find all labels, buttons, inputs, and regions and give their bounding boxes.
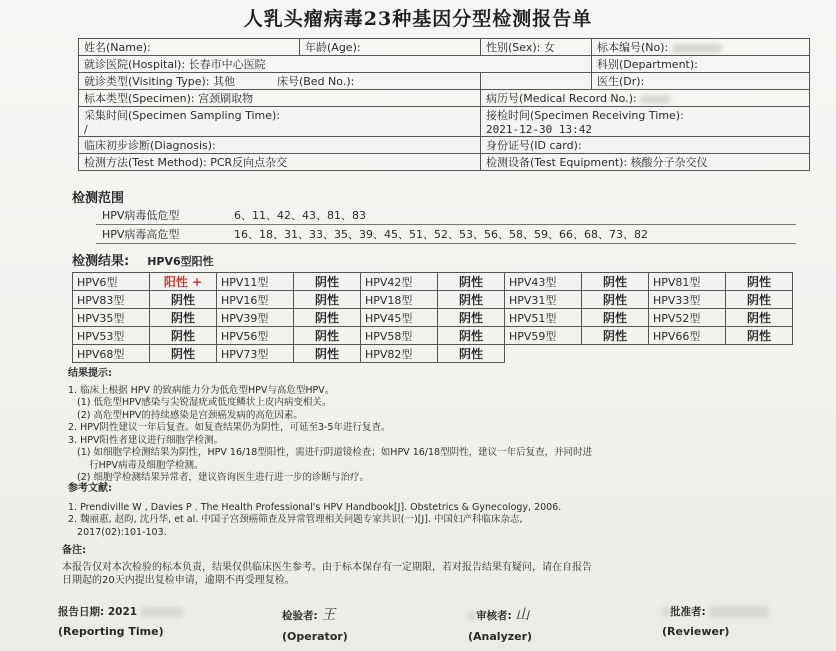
high-risk-types: 16、18、31、33、35、39、45、51、52、53、56、58、59、66、68、73、82 [228, 225, 796, 244]
redacted-mark [662, 607, 670, 617]
report-title: 人乳头瘤病毒23种基因分型检测报告单 [243, 8, 593, 30]
result-negative: 阴性 [150, 327, 217, 345]
result-positive: 阳性 + [150, 273, 217, 291]
result-negative: 阴性 [726, 291, 793, 309]
hpv-type-label: HPV16型 [217, 291, 294, 309]
hpv-type-label: HPV31型 [505, 291, 582, 309]
hpv-type-label: HPV45型 [361, 309, 438, 327]
result-negative: 阴性 [726, 327, 793, 345]
result-negative: 阴性 [294, 345, 361, 363]
remark [62, 544, 812, 587]
results-heading: 检测结果: HPV6型阳性 [72, 254, 214, 269]
result-negative: 阴性 [150, 345, 217, 363]
test-method-field: 检测方法(Test Method): PCR反向点杂交 [79, 154, 481, 171]
doctor-field: 医生(Dr): [592, 73, 810, 90]
result-row [73, 309, 793, 327]
result-negative: 阴性 [726, 309, 793, 327]
result-row [73, 327, 793, 345]
references [68, 483, 808, 539]
redacted-mark [640, 95, 670, 104]
redacted-mark [672, 44, 722, 53]
department-field: 科别(Department): [592, 56, 810, 73]
visiting-type-field: 就诊类型(Visiting Type): 其他 床号(Bed No.): [79, 73, 481, 90]
age-field: 年龄(Age): [300, 39, 481, 56]
specimen-type-field: 标本类型(Specimen): 宫颈刷取物 [79, 90, 481, 107]
hospital-field: 就诊医院(Hospital): 长春市中心医院 [79, 56, 592, 73]
note-line: (1) 如细胞学检测结果为阴性，HPV 16/18型阳性，需进行阴道镜检查；如HPV 16/18型阴性，建议一年后复查，并同时进 [68, 447, 593, 458]
hpv-type-label: HPV56型 [217, 327, 294, 345]
note-line: 3. HPV阳性者建议进行细胞学检测。 [68, 434, 223, 446]
hpv-type-label: HPV58型 [361, 327, 438, 345]
specimen-no-field: 标本编号(No): [592, 39, 810, 56]
redacted-mark [141, 607, 183, 617]
analyzer-signature: 审核者: 山 (Analyzer) [468, 607, 533, 643]
hpv-type-label: HPV51型 [505, 309, 582, 327]
result-negative: 阴性 [294, 327, 361, 345]
hpv-type-label: HPV39型 [217, 309, 294, 327]
note-line: 1. 临床上根据 HPV 的致病能力分为低危型HPV与高危型HPV。 [68, 384, 335, 396]
note-line: (2) 高危型HPV的持续感染是宫颈癌发病的高危因素。 [68, 409, 303, 421]
result-negative: 阴性 [582, 273, 649, 291]
hpv-type-label: HPV53型 [73, 327, 150, 345]
low-risk-types: 6、11、42、43、81、83 [228, 206, 796, 225]
reference-line: 2017(02):101-103. [68, 526, 167, 538]
notes-heading: 结果提示: [68, 368, 112, 379]
patient-info-table [78, 38, 810, 171]
results-grid [72, 272, 793, 363]
result-negative: 阴性 [438, 327, 505, 345]
hpv-type-label: HPV6型 [73, 273, 150, 291]
high-risk-label: HPV病毒高危型 [96, 225, 228, 244]
hpv-type-label: HPV81型 [649, 273, 726, 291]
result-negative: 阴性 [438, 291, 505, 309]
result-row [73, 345, 793, 363]
hpv-type-label: HPV68型 [73, 345, 150, 363]
result-negative: 阴性 [294, 291, 361, 309]
result-negative: 阴性 [438, 309, 505, 327]
hpv-type-label: HPV66型 [649, 327, 726, 345]
reporting-time: 报告日期: 2021 (Reporting Time) [58, 604, 183, 638]
hpv-type-label: HPV73型 [217, 345, 294, 363]
hpv-type-label: HPV33型 [649, 291, 726, 309]
test-equipment-field: 检测设备(Test Equipment): 核酸分子杂交仪 [481, 154, 810, 171]
hpv-type-label: HPV59型 [505, 327, 582, 345]
reference-line: 1. Prendiville W , Davies P . The Health Professional's HPV Handbook[J]. Obstetrics & Gynecology, 2006. [68, 501, 562, 513]
hpv-type-label: HPV11型 [217, 273, 294, 291]
hpv-type-label: HPV18型 [361, 291, 438, 309]
test-range-table [96, 206, 796, 244]
result-row [73, 291, 793, 309]
remark-text: 本报告仅对本次检验的标本负责，结果仅供临床医生参考。由于标本保存有一定期限，若对报告结果有疑问，请在自报告 [62, 562, 592, 573]
hpv-type-label: HPV52型 [649, 309, 726, 327]
result-negative: 阴性 [294, 273, 361, 291]
note-line: (2) 细胞学检测结果异常者，建议咨询医生进行进一步的诊断与治疗。 [68, 472, 370, 483]
hpv-type-label: HPV82型 [361, 345, 438, 363]
result-negative: 阴性 [582, 327, 649, 345]
result-negative: 阴性 [582, 291, 649, 309]
range-heading: 检测范围 [72, 191, 125, 206]
result-negative: 阴性 [438, 345, 505, 363]
record-no-field: 病历号(Medical Record No.): [481, 90, 810, 107]
hpv-type-label: HPV83型 [73, 291, 150, 309]
sex-field: 性别(Sex): 女 [481, 39, 592, 56]
id-card-field: 身份证号(ID card): [481, 137, 810, 154]
references-heading: 参考文献: [68, 483, 112, 494]
result-negative: 阴性 [726, 273, 793, 291]
remark-heading: 备注: [62, 545, 86, 556]
diagnosis-field: 临床初步诊断(Diagnosis): [79, 137, 481, 154]
operator-signature: 检验者: 王 (Operator) [282, 607, 348, 643]
result-negative: 阴性 [438, 273, 505, 291]
receiving-time-field: 接检时间(Specimen Receiving Time): 2021-12-30 13:42 [481, 107, 810, 137]
hpv-type-label: HPV43型 [505, 273, 582, 291]
redacted-mark [709, 606, 769, 618]
result-negative: 阴性 [294, 309, 361, 327]
remark-text: 日期起的20天内提出复检申请，逾期不再受理复检。 [62, 575, 295, 586]
reviewer-signature: 批准者: (Reviewer) [662, 604, 769, 638]
low-risk-label: HPV病毒低危型 [96, 206, 228, 225]
name-field: 姓名(Name): [79, 39, 300, 56]
reference-line: 2. 魏丽惠, 赵昀, 沈丹华, et al. 中国子宫颈癌筛查及异常管理相关问题专家共识(一)[J]. 中国妇产科临床杂志, [68, 514, 523, 525]
result-negative: 阴性 [150, 309, 217, 327]
sampling-time-field: 采集时间(Specimen Sampling Time): / [79, 107, 481, 137]
redacted-mark [468, 611, 476, 621]
note-line: 2. HPV阴性建议一年后复查。如复查结果仍为阴性，可延至3-5年进行复查。 [68, 422, 391, 433]
hpv-type-label: HPV42型 [361, 273, 438, 291]
result-row [73, 273, 793, 291]
result-negative: 阴性 [582, 309, 649, 327]
note-line: 行HPV病毒及细胞学检测。 [68, 459, 204, 471]
note-line: (1) 低危型HPV感染与尖锐湿疣或低度鳞状上皮内病变相关。 [68, 397, 332, 408]
results-summary: HPV6型阳性 [147, 255, 214, 268]
hpv-type-label: HPV35型 [73, 309, 150, 327]
result-negative: 阴性 [150, 291, 217, 309]
result-notes [68, 368, 808, 485]
